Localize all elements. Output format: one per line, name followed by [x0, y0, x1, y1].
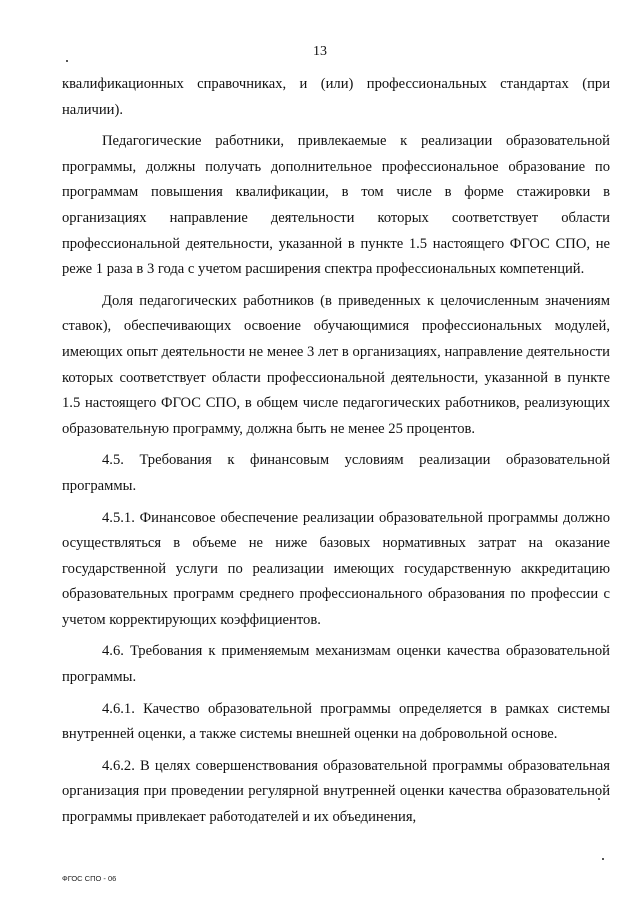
page-number: 13: [313, 44, 327, 59]
paragraph-teacher-training: Педагогические работники, привлекаемые к реализации образовательной программы, должны получать дополнительное профессиональное образование по программам повышения квалификации, в том числе в форме стажировки в организациях направление деятельности которых соответствует области профессиональной деятельности, указанной в пункте 1.5 настоящего ФГОС СПО, не реже 1 раза в 3 года с учетом расширения спектра профессиональных компетенций.: [62, 133, 610, 278]
section-4-6-heading: 4.6. Требования к применяемым механизмам оценки качества образовательной программы.: [62, 643, 610, 686]
paragraph-4-6-1: 4.6.1. Качество образовательной программы определяется в рамках системы внутренней оценки, а также системы внешней оценки на добровольной основе.: [62, 700, 610, 743]
paragraph-4-6-2: 4.6.2. В целях совершенствования образовательной программы образовательная организация при проведении регулярной внутренней оценки качества образовательной программы привлекает работодателей и их объединения,: [62, 757, 610, 826]
section-4-5-heading: 4.5. Требования к финансовым условиям реализации образовательной программы.: [62, 452, 610, 494]
footer-document-code: ФГОС СПО - 06: [62, 874, 117, 883]
paragraph-4-5-1: 4.5.1. Финансовое обеспечение реализации образовательной программы должно осуществляться в объеме не ниже базовых нормативных затрат на оказание государственной услуги по реализации имеющих государственную аккредитацию образовательных программ среднего профессионального образования по профессии с учетом корректирующих коэффициентов.: [62, 509, 610, 628]
scan-speck: [602, 858, 604, 860]
document-body: [62, 72, 610, 837]
paragraph-teacher-share: Доля педагогических работников (в приведенных к целочисленным значениям ставок), обеспечивающих освоение обучающимися профессиональных модулей, имеющих опыт деятельности не менее 3 лет в организациях, направление деятельности которых соответствует области профессиональной деятельности, указанной в пункте 1.5 настоящего ФГОС СПО, в общем числе педагогических работников, реализующих образовательную программу, должна быть не менее 25 процентов.: [62, 292, 610, 437]
paragraph-continuation: квалификационных справочниках, и (или) профессиональных стандартах (при наличии).: [62, 76, 610, 118]
scan-speck: [66, 60, 68, 62]
